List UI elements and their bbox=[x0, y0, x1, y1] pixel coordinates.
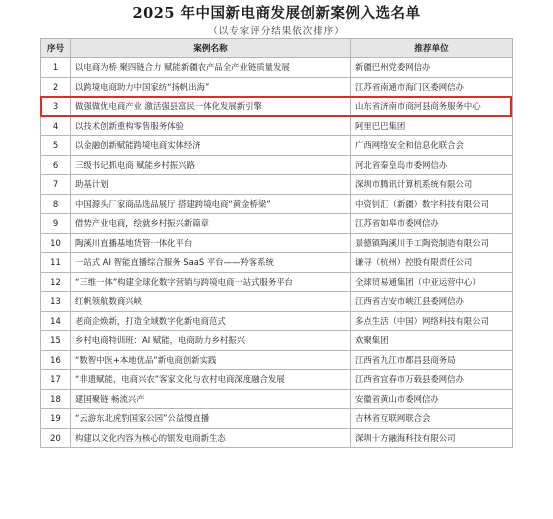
row-case-name: 构建以文化内容为核心的银发电商新生态 bbox=[71, 428, 351, 448]
row-recommending-unit: 阿里巴巴集团 bbox=[351, 116, 513, 136]
row-number: 18 bbox=[41, 389, 71, 409]
row-case-name: “数智中医+本地优品”新电商创新实践 bbox=[71, 350, 351, 370]
table-row bbox=[41, 58, 513, 78]
header-recommending-unit: 推荐单位 bbox=[351, 39, 513, 58]
row-case-name: “云游东北虎豹国家公园”公益慢直播 bbox=[71, 409, 351, 429]
table-body bbox=[41, 58, 513, 448]
row-recommending-unit: 欢聚集团 bbox=[351, 331, 513, 351]
row-case-name: 以技术创新重构零售服务体验 bbox=[71, 116, 351, 136]
row-case-name: 以金融创新赋能跨境电商实体经济 bbox=[71, 136, 351, 156]
row-recommending-unit: 新疆巴州党委网信办 bbox=[351, 58, 513, 78]
row-recommending-unit: 江西省宜春市万载县委网信办 bbox=[351, 370, 513, 390]
table-row bbox=[41, 77, 513, 97]
table-row bbox=[41, 253, 513, 273]
row-recommending-unit: 景德镇陶溪川手工陶瓷制造有限公司 bbox=[351, 233, 513, 253]
table-row bbox=[41, 155, 513, 175]
row-case-name: 建国聚链 畅流兴产 bbox=[71, 389, 351, 409]
row-number: 20 bbox=[41, 428, 71, 448]
table-row bbox=[41, 350, 513, 370]
row-recommending-unit: 江苏省如皋市委网信办 bbox=[351, 214, 513, 234]
table-row bbox=[41, 389, 513, 409]
row-recommending-unit: 江西省吉安市峡江县委网信办 bbox=[351, 292, 513, 312]
row-recommending-unit: 中资钊汇（新疆）数字科技有限公司 bbox=[351, 194, 513, 214]
row-number: 11 bbox=[41, 253, 71, 273]
row-case-name: 红帆领航数商兴峡 bbox=[71, 292, 351, 312]
row-case-name: 一站式 AI 智能直播综合服务 SaaS 平台——羚客系统 bbox=[71, 253, 351, 273]
table-row bbox=[41, 194, 513, 214]
row-number: 15 bbox=[41, 331, 71, 351]
row-number: 6 bbox=[41, 155, 71, 175]
document-title: 2025 年中国新电商发展创新案例入选名单 bbox=[132, 5, 421, 22]
row-case-name: 三级书记抓电商 赋能乡村振兴路 bbox=[71, 155, 351, 175]
row-case-name: “非遗赋能，电商兴农”客家文化与农村电商深度融合发展 bbox=[71, 370, 351, 390]
row-case-name: 以跨境电商助力中国家纺“扬帆出海” bbox=[71, 77, 351, 97]
header-number: 序号 bbox=[41, 39, 71, 58]
table-row bbox=[41, 272, 513, 292]
row-case-name: 陶溪川直播基地货管一体化平台 bbox=[71, 233, 351, 253]
row-case-name: 以电商为桥 聚四链合力 赋能新疆农产品全产业链质量发展 bbox=[71, 58, 351, 78]
table-row bbox=[41, 428, 513, 448]
table-row bbox=[41, 175, 513, 195]
row-number: 7 bbox=[41, 175, 71, 195]
row-number: 16 bbox=[41, 350, 71, 370]
row-case-name: “三维一体”构建全球化数字营销与跨境电商一站式服务平台 bbox=[71, 272, 351, 292]
row-number: 4 bbox=[41, 116, 71, 136]
row-recommending-unit: 深圳市腾讯计算机系统有限公司 bbox=[351, 175, 513, 195]
row-number: 13 bbox=[41, 292, 71, 312]
row-number: 3 bbox=[41, 97, 71, 117]
table-row bbox=[41, 233, 513, 253]
table-row bbox=[41, 370, 513, 390]
row-number: 2 bbox=[41, 77, 71, 97]
row-case-name: 借势产业电商，绘就乡村振兴新篇章 bbox=[71, 214, 351, 234]
row-number: 5 bbox=[41, 136, 71, 156]
row-number: 14 bbox=[41, 311, 71, 331]
row-recommending-unit: 广西网络安全和信息化联合会 bbox=[351, 136, 513, 156]
table-row bbox=[41, 292, 513, 312]
row-recommending-unit: 安徽省黄山市委网信办 bbox=[351, 389, 513, 409]
row-case-name: 中国源头厂家商品选品展厅 搭建跨境电商“黄金桥梁” bbox=[71, 194, 351, 214]
row-recommending-unit: 谦寻（杭州）控股有限责任公司 bbox=[351, 253, 513, 273]
row-case-name: 老商企焕新，打造全域数字化新电商范式 bbox=[71, 311, 351, 331]
row-number: 17 bbox=[41, 370, 71, 390]
row-number: 12 bbox=[41, 272, 71, 292]
row-number: 10 bbox=[41, 233, 71, 253]
table-row bbox=[41, 214, 513, 234]
row-recommending-unit: 江苏省南通市海门区委网信办 bbox=[351, 77, 513, 97]
row-recommending-unit: 河北省秦皇岛市委网信办 bbox=[351, 155, 513, 175]
table-header-row bbox=[41, 39, 513, 58]
row-case-name: 做强做优电商产业 激活强县富民一体化发展新引擎 bbox=[71, 97, 351, 117]
row-recommending-unit: 深圳十方融海科技有限公司 bbox=[351, 428, 513, 448]
table-row bbox=[41, 136, 513, 156]
document-subtitle: （以专家评分结果依次排序） bbox=[208, 26, 345, 37]
table-row bbox=[41, 331, 513, 351]
row-recommending-unit: 全球贸易通集团（中亚运营中心） bbox=[351, 272, 513, 292]
row-number: 1 bbox=[41, 58, 71, 78]
row-number: 9 bbox=[41, 214, 71, 234]
row-recommending-unit: 山东省济南市商河县商务服务中心 bbox=[351, 97, 513, 117]
table-row bbox=[41, 311, 513, 331]
row-case-name: 助基计划 bbox=[71, 175, 351, 195]
row-number: 19 bbox=[41, 409, 71, 429]
table-row bbox=[41, 116, 513, 136]
row-number: 8 bbox=[41, 194, 71, 214]
row-recommending-unit: 江西省九江市都昌县商务局 bbox=[351, 350, 513, 370]
table-row bbox=[41, 97, 513, 117]
case-list-table bbox=[40, 38, 513, 448]
row-recommending-unit: 吉林省互联网联合会 bbox=[351, 409, 513, 429]
row-case-name: 乡村电商特训班：AI 赋能，电商助力乡村振兴 bbox=[71, 331, 351, 351]
row-recommending-unit: 多点生活（中国）网络科技有限公司 bbox=[351, 311, 513, 331]
header-case-name: 案例名称 bbox=[71, 39, 351, 58]
table-row bbox=[41, 409, 513, 429]
